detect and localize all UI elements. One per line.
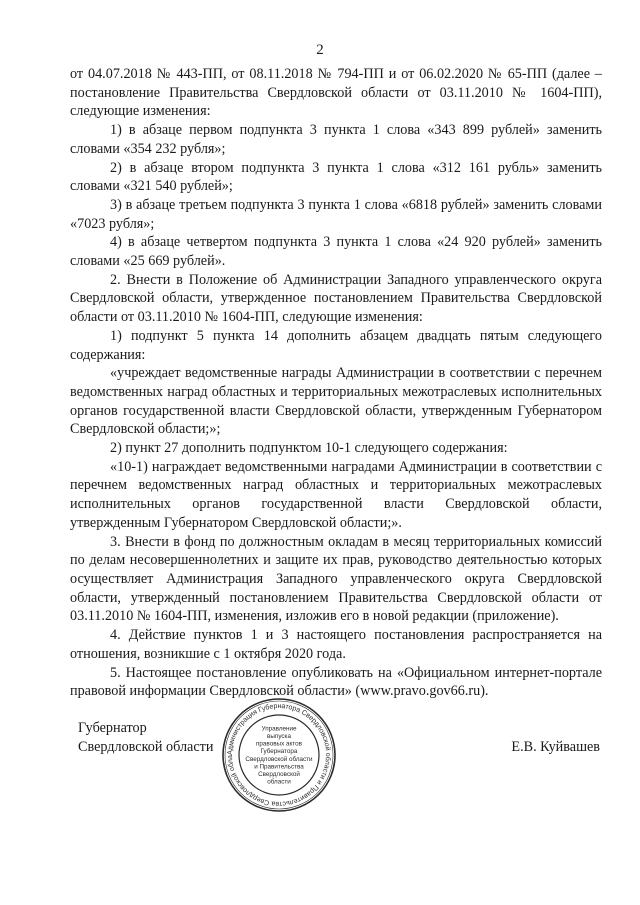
paragraph: 5. Настоящее постановление опубликовать на «Официальном интернет-портале правовой информации Свердловской области» (www.pravo.gov66.ru). <box>70 664 602 700</box>
seal-center-line: выпуска <box>267 733 291 740</box>
paragraph: 3. Внести в фонд по должностным окладам в месяц территориальных комиссий по делам несовершеннолетних и защите их прав, руководство деятельностью которых осуществляет Администрация Западного управленческого округа Свердловской области, утвержденный постановлением Правительства Свердловской области от 03.11.2010 № 1604-ПП, изменения, изложив его в новой редакции (приложение). <box>70 533 602 625</box>
paragraph: 2) в абзаце втором подпункта 3 пункта 1 слова «312 161 рубль» заменить словами «321 540 рублей»; <box>70 159 602 195</box>
signature-title <box>78 719 213 756</box>
paragraph: 2) пункт 27 дополнить подпунктом 10-1 следующего содержания: <box>110 440 508 457</box>
signature-title-line-2: Свердловской области <box>78 738 214 755</box>
official-seal <box>220 696 338 814</box>
seal-center-line: правовых актов <box>256 740 302 748</box>
paragraph: от 04.07.2018 № 443-ПП, от 08.11.2018 № 794-ПП и от 06.02.2020 № 65-ПП (далее – постановление Правительства Свердловской области от 03.11.2010 № 1604-ПП), следующие изменения: <box>70 66 602 120</box>
paragraph: 2. Внести в Положение об Администрации Западного управленческого округа Свердловской области, утвержденное постановлением Правительства Свердловской области от 03.11.2010 № 1604-ПП, следующие изменения: <box>70 271 602 326</box>
paragraph: 4) в абзаце четвертом подпункта 3 пункта 1 слова «24 920 рублей» заменить словами «25 669 рублей». <box>70 234 602 270</box>
seal-center-line: Свердловской области <box>245 755 313 763</box>
page-number: 2 <box>316 42 324 58</box>
seal-center-line: Управление <box>261 725 297 733</box>
seal-outer-text: Администрация Губернатора Свердловской области и Правительства Свердловской обла <box>226 702 332 808</box>
signatory-name: Е.В. Куйвашев <box>511 739 600 755</box>
document-body <box>70 65 602 701</box>
paragraph: «10-1) награждает ведомственными наградами Администрации в соответствии с перечнем ведомственных наград областных и территориальных межотраслевых исполнительных органов государственной власти Свердловской области, утвержденным Губернатором Свердловской области;». <box>70 458 602 531</box>
seal-center-line: Свердловской <box>258 771 300 778</box>
paragraph: 4. Действие пунктов 1 и 3 настоящего постановления распространяется на отношения, возникшие с 1 октября 2020 года. <box>70 627 602 662</box>
paragraph: 1) подпункт 5 пункта 14 дополнить абзацем двадцать пятым следующего содержания: <box>70 327 602 363</box>
seal-center-line: и Правительства <box>254 763 304 771</box>
paragraph: 1) в абзаце первом подпункта 3 пункта 1 слова «343 899 рублей» заменить словами «354 232 рубля»; <box>70 122 602 157</box>
seal-center-line: Губернатора <box>260 748 298 756</box>
seal-center-line: области <box>267 778 291 786</box>
signature-title-line-1: Губернатор <box>78 720 147 736</box>
paragraph: 3) в абзаце третьем подпункта 3 пункта 1 слова «6818 рублей» заменить словами «7023 рубля»; <box>70 196 602 232</box>
paragraph: «учреждает ведомственные награды Администрации в соответствии с перечнем ведомственных наград областных и территориальных межотраслевых исполнительных органов государственной власти Свердловской области, утвержденным Губернатором Свердловской области;»; <box>70 365 602 438</box>
